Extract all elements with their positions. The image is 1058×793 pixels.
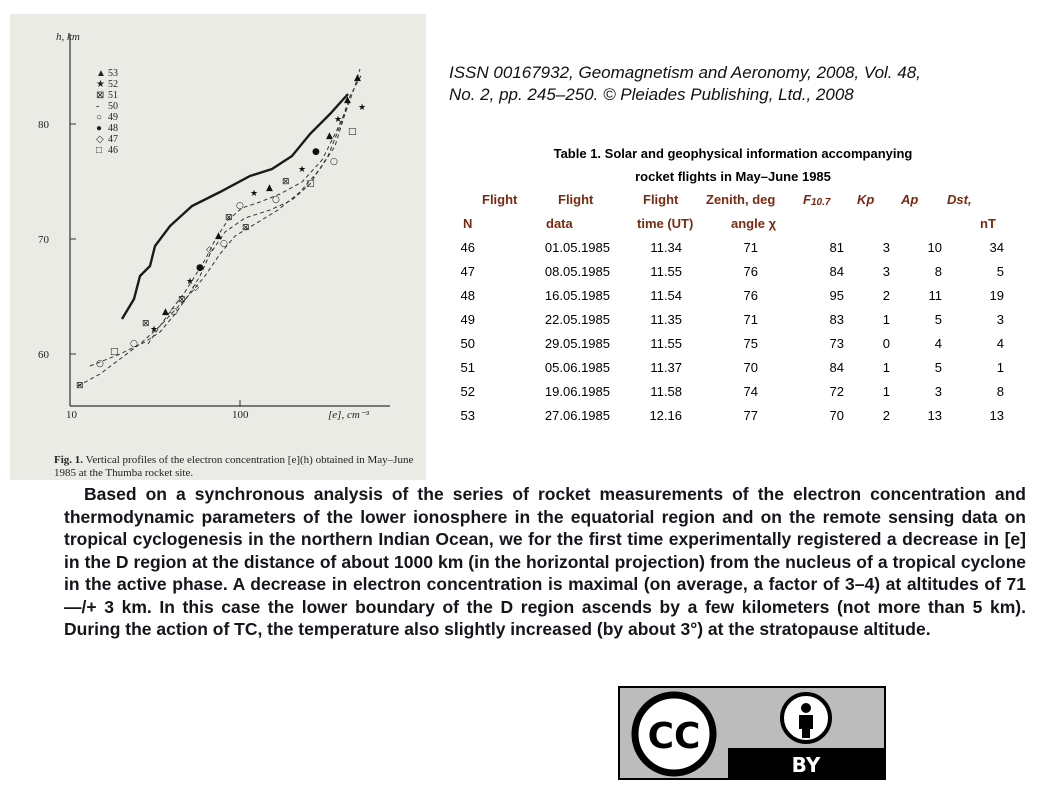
table-cell-flight-n: 52 — [460, 384, 475, 399]
table-cell-date: 27.06.1985 — [544, 408, 610, 423]
table-cell-zenith: 76 — [743, 264, 758, 279]
data-marker: □ — [348, 127, 357, 137]
header-zenith: Zenith, deg — [706, 192, 776, 207]
table-cell-time: 11.34 — [650, 240, 682, 255]
data-marker: ○ — [220, 239, 228, 249]
table-cell-date: 29.05.1985 — [544, 336, 610, 351]
table-cell-ap: 8 — [934, 264, 942, 279]
header-flight-time: Flight — [643, 192, 679, 207]
table-cell-flight-n: 48 — [460, 288, 475, 303]
header-flight-n: Flight — [482, 192, 518, 207]
table-cell-flight-n: 47 — [460, 264, 475, 279]
table-cell-time: 11.54 — [650, 288, 682, 303]
header-flight-data: Flight — [558, 192, 594, 207]
legend-label: 49 — [108, 112, 118, 123]
issn-citation: ISSN 00167932, Geomagnetism and Aeronomy, 2008, Vol. 48, No. 2, pp. 245–250. © Pleiades Publishing, Ltd., 2008 — [449, 63, 921, 104]
table-cell-dst: 19 — [989, 288, 1004, 303]
table-cell-dst: 8 — [996, 384, 1004, 399]
header-f107: $F_{10.7}$ — [803, 192, 831, 208]
data-marker: ⊠ — [282, 177, 290, 187]
table-cell-f107: 81 — [829, 240, 844, 255]
table-cell-zenith: 74 — [743, 384, 758, 399]
table-cell-date: 16.05.1985 — [544, 288, 610, 303]
data-marker: ○ — [330, 157, 338, 167]
table-cell-dst: 34 — [989, 240, 1004, 255]
abstract-paragraph: Based on a synchronous analysis of the series of rocket measurements of the electron concentration and thermodynamic parameters of the lower ionosphere in the equatorial region and on the remote sensing data on tropical cyclogenesis in the northern Indian Ocean, we for the first time experimentally registered a decrease in [e] in the D region at the distance of about 1000 km (in the horizontal projection) from the nucleus of a tropical cyclone in the active phase. A decrease in electron concentration is maximal (on average, a factor of 3–4) at altitudes of 71 —/+ 3 km. In this case the lower boundary of the D region ascends by a few kilometers (not more than 5 km). During the action of TC, the temperature also slightly increased (by about 3°) at the stratopause altitude. — [64, 484, 1026, 639]
header-nt: nT — [980, 216, 996, 231]
data-marker: □ — [306, 179, 315, 189]
legend-label: 46 — [108, 145, 118, 156]
table-cell-zenith: 77 — [743, 408, 758, 423]
by-label: BY — [791, 753, 821, 777]
legend-symbol: □ — [96, 145, 103, 156]
table-cell-zenith: 75 — [743, 336, 758, 351]
table-cell-time: 11.58 — [650, 384, 682, 399]
data-marker: ⊠ — [242, 223, 250, 233]
person-legs — [802, 728, 810, 738]
table-cell-kp: 0 — [882, 336, 890, 351]
data-marker: ▲ — [354, 73, 361, 83]
table-cell-dst: 1 — [996, 360, 1004, 375]
table-cell-ap: 5 — [934, 360, 942, 375]
data-marker: ○ — [96, 359, 104, 369]
table-cell-date: 01.05.1985 — [544, 240, 610, 255]
cc-letters: CC — [647, 716, 701, 757]
data-marker: ○ — [130, 339, 138, 349]
data-marker: ○ — [272, 195, 280, 205]
y-tick-label-60: 60 — [38, 349, 49, 361]
caption-text: Vertical profiles of the electron concentration [e](h) obtained in May–June 1985 at the Thumba rocket site. — [54, 454, 414, 479]
x-tick-label-10: 10 — [66, 409, 77, 421]
legend-symbol: ○ — [96, 112, 103, 123]
table-cell-flight-n: 53 — [460, 408, 475, 423]
data-marker: ★ — [150, 325, 159, 335]
table-cell-f107: 73 — [829, 336, 844, 351]
profile-line-51 — [78, 69, 360, 386]
legend-label: 51 — [108, 90, 118, 101]
table-cell-f107: 84 — [829, 264, 844, 279]
legend-symbol: ◇ — [96, 134, 104, 145]
data-marker: ◇ — [206, 245, 213, 255]
data-marker: ▲ — [215, 231, 222, 241]
table-cell-ap: 5 — [934, 312, 942, 327]
table-cell-ap: 3 — [934, 384, 942, 399]
legend-label: 47 — [108, 134, 118, 145]
data-marker: ○ — [170, 307, 178, 317]
data-marker: ▲ — [326, 131, 333, 141]
table-cell-ap: 11 — [928, 288, 942, 303]
figure-caption — [54, 454, 414, 480]
table-cell-dst: 3 — [996, 312, 1004, 327]
data-marker: □ — [110, 347, 119, 357]
table-cell-date: 19.06.1985 — [544, 384, 610, 399]
table-cell-dst: 5 — [996, 264, 1004, 279]
table-cell-kp: 1 — [882, 312, 890, 327]
table-cell-dst: 4 — [996, 336, 1004, 351]
table-cell-kp: 1 — [882, 360, 890, 375]
data-marker: ⊠ — [76, 381, 84, 391]
data-marker: ○ — [236, 201, 244, 211]
x-tick-label-100: 100 — [232, 409, 249, 421]
header-kp: Kp — [857, 192, 875, 207]
header-n: N — [463, 216, 473, 231]
legend-symbol: ▲ — [96, 68, 106, 79]
data-marker: ★ — [358, 103, 367, 113]
data-marker: ▲ — [266, 183, 273, 193]
legend-label: 48 — [108, 123, 118, 134]
table-cell-flight-n: 51 — [460, 360, 475, 375]
table-cell-zenith: 71 — [743, 312, 758, 327]
table-cell-zenith: 70 — [743, 360, 758, 375]
table-cell-ap: 4 — [934, 336, 942, 351]
data-marker: ★ — [250, 189, 259, 199]
figure-plot — [10, 14, 426, 480]
legend-label: 50 — [108, 101, 118, 112]
table-cell-time: 11.35 — [650, 312, 682, 327]
table-cell-zenith: 76 — [743, 288, 758, 303]
table-cell-kp: 3 — [882, 264, 890, 279]
data-marker: ★ — [186, 277, 195, 287]
header-ap: Ap — [901, 192, 919, 207]
table-cell-flight-n: 46 — [460, 240, 475, 255]
legend-label: 52 — [108, 79, 118, 90]
data-marker: ● — [312, 147, 320, 157]
table-cell-date: 08.05.1985 — [544, 264, 610, 279]
data-marker: ⊠ — [178, 295, 186, 305]
table-cell-f107: 95 — [829, 288, 844, 303]
table-cell-time: 11.55 — [650, 336, 682, 351]
data-marker: ▲ — [344, 95, 351, 105]
table-title-line2: rocket flights in May–June 1985 — [635, 169, 831, 184]
table-cell-kp: 3 — [882, 240, 890, 255]
table-cell-time: 11.37 — [650, 360, 682, 375]
data-marker: ▲ — [162, 307, 169, 317]
table-cell-dst: 13 — [989, 408, 1004, 423]
data-marker: ★ — [298, 165, 307, 175]
table-cell-f107: 84 — [829, 360, 844, 375]
data-marker: ● — [196, 263, 204, 273]
cc-by-graphic — [620, 688, 884, 778]
profile-line-50 — [122, 94, 348, 319]
header-angle: angle χ — [731, 216, 777, 231]
x-axis-label: [e], cm⁻³ — [328, 409, 369, 421]
header-time-ut: time (UT) — [637, 216, 694, 231]
table-cell-kp: 1 — [882, 384, 890, 399]
legend — [96, 68, 118, 156]
table-cell-time: 11.55 — [650, 264, 682, 279]
table-cell-ap: 13 — [927, 408, 942, 423]
header-dst: Dst, — [947, 192, 972, 207]
legend-symbol: ★ — [96, 79, 105, 90]
table-cell-date: 05.06.1985 — [544, 360, 610, 375]
data-marker: ⊠ — [142, 319, 150, 329]
legend-symbol: ● — [96, 123, 103, 134]
table-cell-f107: 72 — [829, 384, 844, 399]
table-cell-kp: 2 — [882, 288, 890, 303]
table-cell-zenith: 71 — [743, 240, 758, 255]
table-cell-time: 12.16 — [649, 408, 682, 423]
data-marker: ★ — [334, 115, 343, 125]
person-head — [801, 703, 811, 713]
table-cell-ap: 10 — [927, 240, 942, 255]
legend-label: 53 — [108, 68, 118, 79]
y-tick-label-70: 70 — [38, 234, 49, 246]
data-marker: ◇ — [192, 283, 199, 293]
header-data: data — [546, 216, 573, 231]
table-cell-f107: 83 — [829, 312, 844, 327]
profile-chart — [10, 14, 426, 480]
table-title-line1: Table 1. Solar and geophysical information accompanying — [553, 146, 913, 161]
cc-by-license-badge — [618, 686, 886, 780]
legend-symbol: - — [96, 101, 100, 112]
table-cell-date: 22.05.1985 — [544, 312, 610, 327]
person-body — [799, 715, 813, 729]
table-cell-kp: 2 — [882, 408, 890, 423]
table-cell-flight-n: 49 — [460, 312, 475, 327]
caption-lead: Fig. 1. — [54, 454, 84, 466]
y-tick-label-80: 80 — [38, 119, 49, 131]
legend-symbol: ⊠ — [96, 90, 105, 101]
table-cell-f107: 70 — [829, 408, 844, 423]
table-cell-flight-n: 50 — [460, 336, 475, 351]
y-axis-label: h, km — [56, 31, 80, 43]
data-marker: ⊠ — [225, 213, 233, 223]
